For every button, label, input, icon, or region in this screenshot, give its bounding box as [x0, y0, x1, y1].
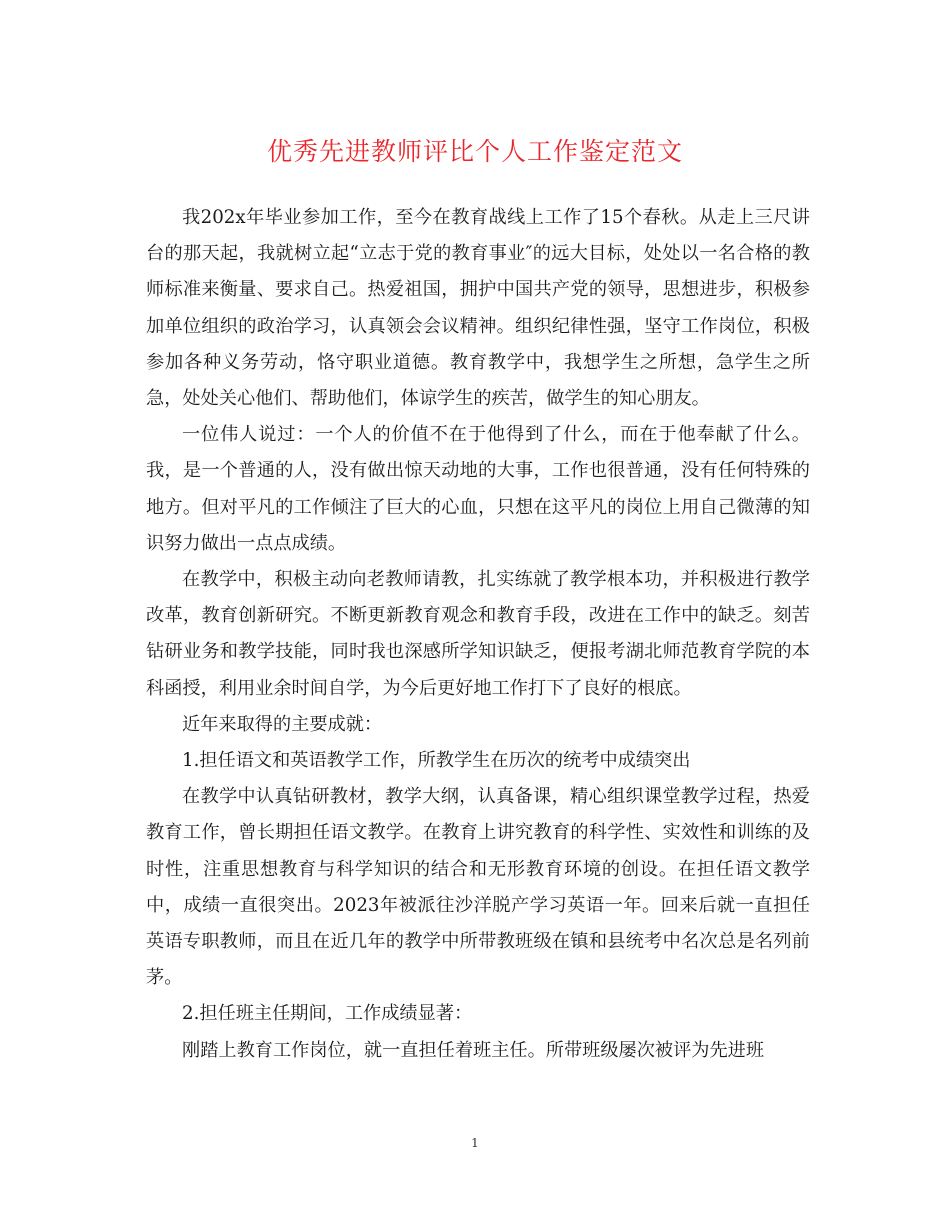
- paragraph: 1.担任语文和英语教学工作，所教学生在历次的统考中成绩突出: [182, 750, 691, 772]
- paragraph: 一位伟人说过：一个人的价值不在于他得到了什么，而在于他奉献了什么。我，是一个普通的人，没有做出惊天动地的大事，工作也很普通，没有任何特殊的地方。但对平凡的工作倾注了巨大的心血，只想在这平凡的岗位上用自己微薄的知识努力做出一点点成绩。: [146, 424, 810, 554]
- document-body: [146, 200, 810, 1069]
- paragraph: 在教学中认真钻研教材，教学大纲，认真备课，精心组织课堂教学过程，热爱教育工作，曾长期担任语文教学。在教育上讲究教育的科学性、实效性和训练的及时性，注重思想教育与科学知识的结合和无形教育环境的创设。在担任语文教学中，成绩一直很突出。2023年被派往沙洋脱产学习英语一年。回来后就一直担任英语专职教师，而且在近几年的教学中所带教班级在镇和县统考中名次总是名列前茅。: [146, 786, 810, 989]
- page-number: 1: [471, 1136, 479, 1150]
- paragraph: 刚踏上教育工作岗位，就一直担任着班主任。所带班级屡次被评为先进班: [182, 1039, 765, 1061]
- paragraph: 近年来取得的主要成就：: [182, 713, 383, 735]
- paragraph: 在教学中，积极主动向老教师请教，扎实练就了教学根本功，并积极进行教学改革，教育创新研究。不断更新教育观念和教育手段，改进在工作中的缺乏。刻苦钻研业务和教学技能，同时我也深感所学知识缺乏，便报考湖北师范教育学院的本科函授，利用业余时间自学，为今后更好地工作打下了良好的根底。: [146, 569, 810, 699]
- paragraph: 2.担任班主任期间，工作成绩显著：: [182, 1003, 473, 1025]
- paragraph: 我202x年毕业参加工作，至今在教育战线上工作了15个春秋。从走上三尺讲台的那天起，我就树立起“立志于党的教育事业″的远大目标，处处以一名合格的教师标准来衡量、要求自己。热爱祖国，拥护中国共产党的领导，思想进步，积极参加单位组织的政治学习，认真领会会议精神。组织纪律性强，坚守工作岗位，积极参加各种义务劳动，恪守职业道德。教育教学中，我想学生之所想，急学生之所急，处处关心他们、帮助他们，体谅学生的疾苦，做学生的知心朋友。: [146, 207, 810, 410]
- document-title: 优秀先进教师评比个人工作鉴定范文: [266, 137, 683, 166]
